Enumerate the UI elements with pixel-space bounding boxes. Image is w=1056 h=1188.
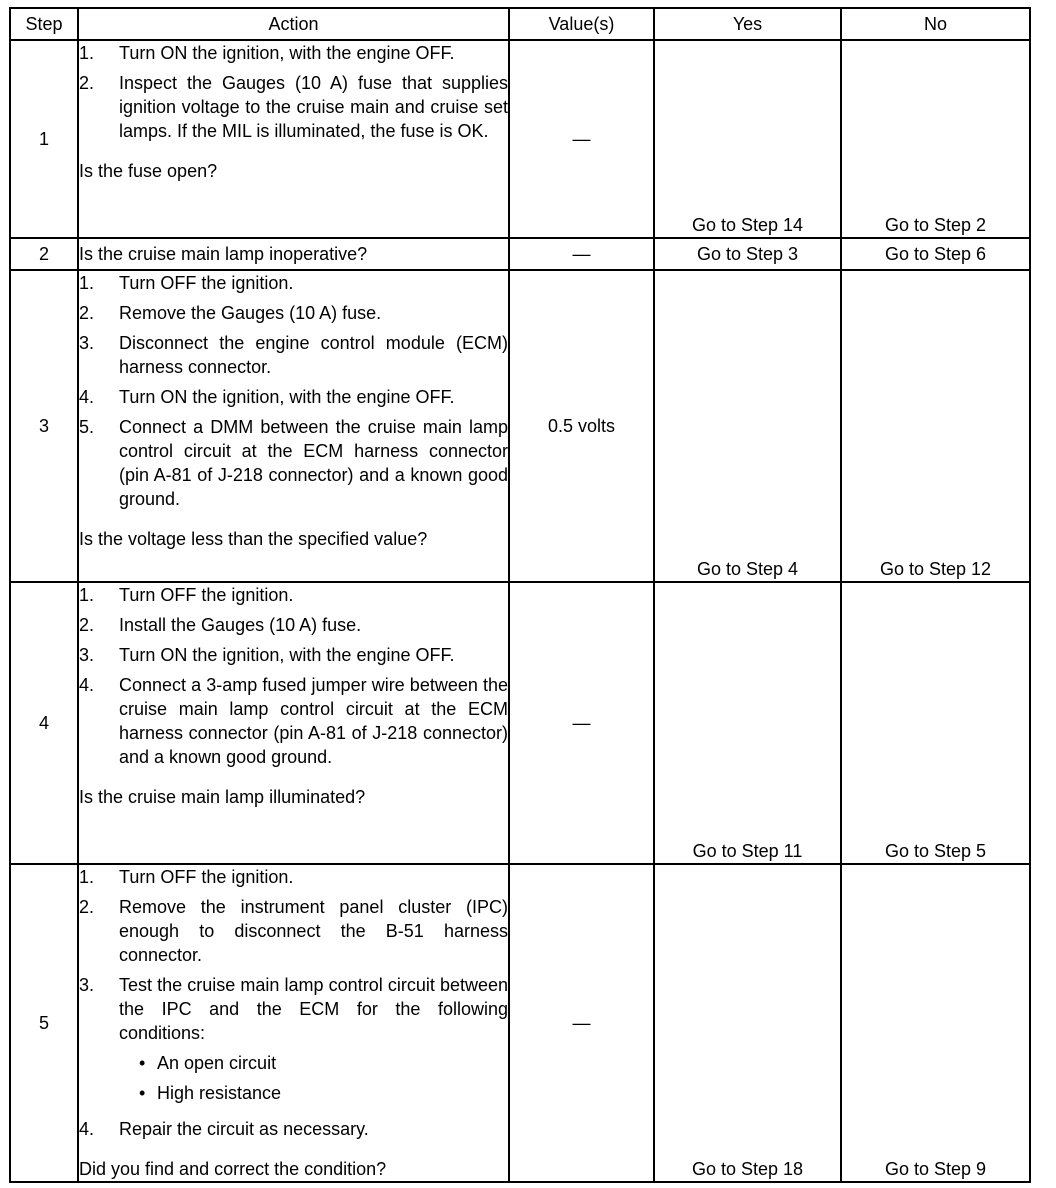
item-number: 4. bbox=[79, 1119, 95, 1139]
item-number: 2. bbox=[79, 303, 95, 323]
item-number: 1. bbox=[79, 273, 95, 293]
condition-text: An open circuit bbox=[157, 1053, 277, 1073]
item-number: 3. bbox=[79, 975, 95, 995]
header-values: Value(s) bbox=[509, 8, 654, 40]
action-cell bbox=[78, 270, 509, 582]
header-no: No bbox=[841, 8, 1030, 40]
item-text: Repair the circuit as necessary. bbox=[119, 1119, 369, 1139]
action-item bbox=[79, 71, 508, 143]
action-cell bbox=[78, 864, 509, 1182]
item-number: 3. bbox=[79, 333, 95, 353]
question-text: Is the voltage less than the specified value? bbox=[79, 529, 428, 549]
yes-result: Go to Step 3 bbox=[654, 238, 841, 270]
step-number: 1 bbox=[10, 40, 78, 238]
item-number: 2. bbox=[79, 897, 95, 917]
item-number: 5. bbox=[79, 417, 95, 437]
header-yes: Yes bbox=[654, 8, 841, 40]
action-item bbox=[79, 865, 508, 889]
no-result: Go to Step 5 bbox=[841, 582, 1030, 864]
item-number: 4. bbox=[79, 387, 95, 407]
item-text-main: Test the cruise main lamp control circuit between the IPC and the ECM for the following conditions: bbox=[119, 975, 508, 1043]
item-text: Remove the instrument panel cluster (IPC) enough to disconnect the B-51 harness connector. bbox=[119, 897, 508, 965]
item-number: 1. bbox=[79, 867, 95, 887]
value-cell: — bbox=[509, 864, 654, 1182]
condition-item bbox=[119, 1051, 508, 1075]
action-cell bbox=[78, 582, 509, 864]
item-number: 1. bbox=[79, 585, 95, 605]
question-text: Did you find and correct the condition? bbox=[79, 1159, 387, 1179]
action-item bbox=[79, 583, 508, 607]
action-item bbox=[79, 673, 508, 769]
action-item bbox=[79, 415, 508, 511]
action-item bbox=[79, 895, 508, 967]
action-item bbox=[79, 385, 508, 409]
action-item bbox=[79, 41, 508, 65]
table-row bbox=[10, 864, 1030, 1182]
item-text: Install the Gauges (10 A) fuse. bbox=[119, 615, 362, 635]
no-result: Go to Step 6 bbox=[841, 238, 1030, 270]
action-list bbox=[79, 865, 508, 1141]
item-number: 2. bbox=[79, 73, 95, 93]
step-number: 4 bbox=[10, 582, 78, 864]
yes-result: Go to Step 4 bbox=[654, 270, 841, 582]
header-step: Step bbox=[10, 8, 78, 40]
action-item bbox=[79, 643, 508, 667]
diagnostic-table bbox=[9, 7, 1031, 1183]
item-number: 1. bbox=[79, 43, 95, 63]
header-row bbox=[10, 8, 1030, 40]
item-number: 2. bbox=[79, 615, 95, 635]
table-row bbox=[10, 582, 1030, 864]
yes-result: Go to Step 14 bbox=[654, 40, 841, 238]
action-item bbox=[79, 271, 508, 295]
step-number: 3 bbox=[10, 270, 78, 582]
item-number: 3. bbox=[79, 645, 95, 665]
item-text: Remove the Gauges (10 A) fuse. bbox=[119, 303, 382, 323]
item-text: Connect a 3-amp fused jumper wire between the cruise main lamp control circuit at the ECM harness connector (pin A-81 of J-218 connector) and a known good ground. bbox=[119, 675, 508, 767]
item-text bbox=[119, 973, 508, 1111]
action-list bbox=[79, 271, 508, 511]
action-list bbox=[79, 41, 508, 143]
item-text: Disconnect the engine control module (ECM) harness connector. bbox=[119, 333, 508, 377]
item-text: Inspect the Gauges (10 A) fuse that supplies ignition voltage to the cruise main and cruise set lamps. If the MIL is illuminated, the fuse is OK. bbox=[119, 73, 508, 141]
no-result: Go to Step 9 bbox=[841, 864, 1030, 1182]
condition-list bbox=[119, 1051, 508, 1105]
action-cell bbox=[78, 40, 509, 238]
condition-item bbox=[119, 1081, 508, 1105]
value-cell: — bbox=[509, 582, 654, 864]
item-text: Turn ON the ignition, with the engine OFF. bbox=[119, 43, 455, 63]
item-text: Connect a DMM between the cruise main lamp control circuit at the ECM harness connector (pin A-81 of J-218 connector) and a known good ground. bbox=[119, 417, 508, 509]
table-row bbox=[10, 40, 1030, 238]
item-text: Turn ON the ignition, with the engine OFF. bbox=[119, 645, 455, 665]
item-text: Turn OFF the ignition. bbox=[119, 273, 294, 293]
action-item bbox=[79, 301, 508, 325]
item-text: Turn OFF the ignition. bbox=[119, 867, 294, 887]
action-item bbox=[79, 1117, 508, 1141]
item-text: Turn OFF the ignition. bbox=[119, 585, 294, 605]
step-number: 2 bbox=[10, 238, 78, 270]
item-number: 4. bbox=[79, 675, 95, 695]
table-row bbox=[10, 238, 1030, 270]
yes-result: Go to Step 11 bbox=[654, 582, 841, 864]
value-cell: 0.5 volts bbox=[509, 270, 654, 582]
action-item bbox=[79, 973, 508, 1111]
table-row bbox=[10, 270, 1030, 582]
question-text: Is the fuse open? bbox=[79, 161, 218, 181]
action-list bbox=[79, 583, 508, 769]
no-result: Go to Step 12 bbox=[841, 270, 1030, 582]
condition-text: High resistance bbox=[157, 1083, 282, 1103]
bullet-icon: • bbox=[139, 1053, 146, 1073]
value-cell: — bbox=[509, 40, 654, 238]
step-number: 5 bbox=[10, 864, 78, 1182]
no-result: Go to Step 2 bbox=[841, 40, 1030, 238]
header-action: Action bbox=[78, 8, 509, 40]
yes-result: Go to Step 18 bbox=[654, 864, 841, 1182]
bullet-icon: • bbox=[139, 1083, 146, 1103]
action-item bbox=[79, 331, 508, 379]
question-text: Is the cruise main lamp inoperative? bbox=[78, 238, 509, 270]
value-cell: — bbox=[509, 238, 654, 270]
action-item bbox=[79, 613, 508, 637]
item-text: Turn ON the ignition, with the engine OFF. bbox=[119, 387, 455, 407]
question-text: Is the cruise main lamp illuminated? bbox=[79, 787, 366, 807]
